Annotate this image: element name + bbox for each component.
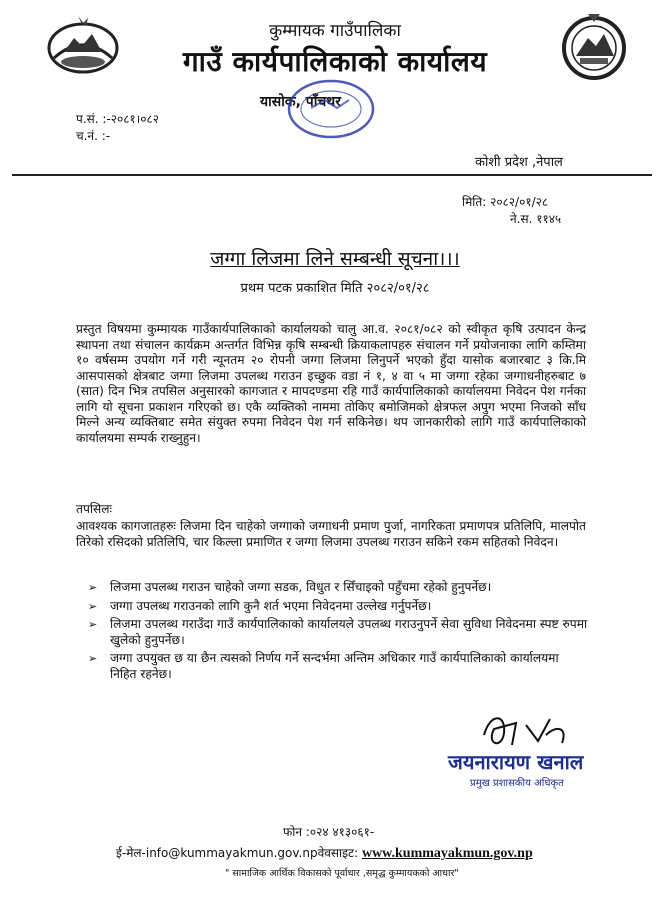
arrow-bullet-icon: ➢ [88,652,98,665]
slogan: " सामाजिक आर्थिक विकासको पूर्वाधार ,समृद्ध कुम्मायकको आधार" [225,868,459,879]
email-text: ई-मेल-info@kummayakmun.gov.npवेवसाइट: [116,846,359,860]
required-documents: आवश्यक कागजातहरुः लिजमा दिन चाहेको जग्गाको जग्गाधनी प्रमाण पुर्जा, नागरिकता प्रमाणपत्र प्रतिलिपि, मालपोत तिरेको रसिदको प्रतिलिपि, चार किल्ला प्रमाणित र जग्गा लिजमा उपलब्ध गराउन सकिने रकम सहितको निवेदन। [76,519,586,549]
list-item: ➢ लिजमा उपलब्ध गराउँदा गाउँ कार्यपालिकाको कार्यालयले उपलब्ध गराउनुपर्ने सेवा सुविधा निवेदनमा स्पष्ट रुपमा खुलेको हुनुपर्नेछ। [88,617,588,647]
municipality-name: कुम्मायक गाउँपालिका [269,21,401,41]
office-location: यासोक, पाँचथर [260,94,341,110]
nepal-sambat-line: ने.स. ११४५ [510,212,562,226]
arrow-bullet-icon: ➢ [88,599,98,613]
publication-line: प्रथम पटक प्रकाशित मिति २०८२/०१/२८ [240,281,430,296]
signer-name: जयनारायण खनाल [448,750,584,774]
office-stamp [285,78,377,140]
notice-body: प्रस्तुत विषयमा कुम्मायक गाउँकार्यपालिकाको कार्यालयको चालु आ.व. २०८१/०८२ को स्वीकृत कृषि उत्पादन केन्द्र स्थापना तथा संचालन कार्यक्रम अन्तर्गत विभिन्न कृषि सम्बन्धी क्रियाकलापहरु संचालन गर्ने प्रयोजनाका लागि कम्तिमा १० वर्षसम्म उपयोग गर्ने गरी न्यूनतम २० रोपनी जग्गा लिजमा लिनुपर्ने भएको हुँदा यासोक बजारबाट ३ कि.मि आसपासको क्षेत्रबाट जग्गा लिजमा उपलब्ध गराउन इच्छुक वडा नं १, ४ वा ५ मा जग्गा रहेका जग्गाधनीहरुबाट ७ (सात) दिन भित्र तपसिल अनुसारको कागजात र मापदण्डमा रहि गाउँ कार्यपालिकाको कार्यालयमा निवेदन पेश गर्नका लागि यो सूचना प्रकाशन गरिएको छ। एकै व्यक्तिको नाममा तोकिए बमोजिमको क्षेत्रफल अपुग भएमा निजको साँध मिल्ने अन्य व्यक्तिबाट समेत संयुक्त रुपमा निवेदन पेश गर्न सकिनेछ। थप जानकारीको लागि गाउँ कार्यपालिकाको कार्यालयमा सम्पर्क राख्नुहुन। [76,322,586,445]
list-item: ➢ जग्गा उपयुक्त छ या छैन त्यसको निर्णय गर्ने सन्दर्भमा अन्तिम अधिकार गाउँ कार्यपालिकाको कार्यालयमा निहित रहनेछ। [88,651,559,681]
header-divider [12,174,652,176]
dispatch-number: च.नं. :- [76,129,111,143]
list-item: ➢ लिजमा उपलब्ध गराउन चाहेको जग्गा सडक, विधुत र सिँचाइको पहुँचमा रहेको हुनुपर्नेछ। [88,580,492,594]
conditions-list [88,580,588,685]
signer-title: प्रमुख प्रशासकीय अधिकृत [470,778,564,789]
province-label: कोशी प्रदेश ,नेपाल [475,155,563,170]
phone-number: फोन :०२४ ४१३०६१- [283,825,375,839]
details-heading: तपसिलः [76,502,112,516]
office-name: गाउँ कार्यपालिकाको कार्यालय [182,45,488,78]
list-item: ➢ जग्गा उपलब्ध गराउनको लागि कुनै शर्त भएमा निवेदनमा उल्लेख गर्नुपर्नेछ। [88,598,432,613]
notice-title: जग्गा लिजमा लिने सम्बन्धी सूचना।।। [210,248,460,270]
contact-line [116,844,533,862]
arrow-bullet-icon: ➢ [88,581,98,594]
reference-number: प.सं. :-२०८१।०८२ [76,112,159,126]
website-link[interactable]: www.kummayakmun.gov.np [361,846,533,861]
arrow-bullet-icon: ➢ [88,618,98,631]
date-line: मिति: २०८२/०१/२८ [462,195,549,209]
